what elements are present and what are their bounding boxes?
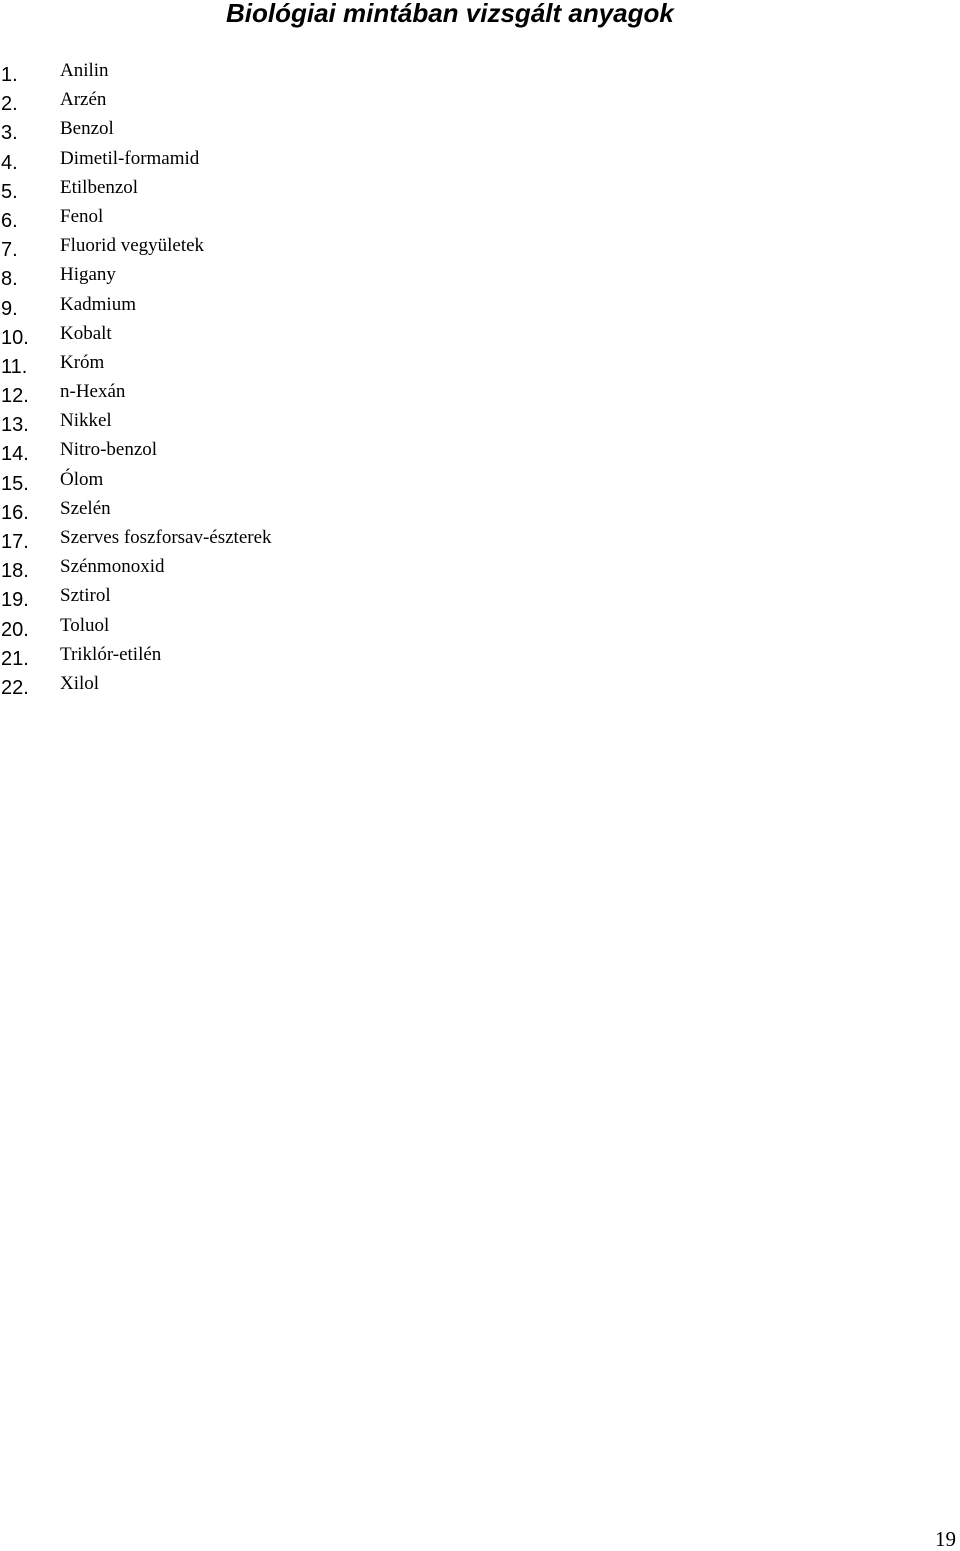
list-item [0, 262, 400, 291]
item-name: Króm [60, 351, 105, 373]
item-number: 8. [1, 268, 18, 291]
item-number: 15. [1, 472, 29, 495]
page-title: Biológiai mintában vizsgált anyagok [226, 0, 674, 28]
item-number: 4. [1, 151, 18, 174]
item-name: Szelén [60, 497, 111, 519]
item-number: 1. [1, 64, 18, 86]
item-name: Triklór-etilén [60, 643, 162, 665]
list-item [0, 350, 400, 379]
item-name: Kadmium [60, 293, 136, 315]
item-name: Nitro-benzol [60, 439, 158, 461]
item-number: 14. [1, 443, 29, 466]
item-name: Anilin [60, 60, 109, 81]
item-number: 7. [1, 239, 18, 262]
item-number: 10. [1, 326, 29, 349]
item-number: 9. [1, 297, 18, 320]
item-name: n-Hexán [60, 381, 126, 403]
item-name: Szénmonoxid [60, 556, 165, 578]
item-number: 5. [1, 180, 18, 203]
list-item [0, 87, 400, 116]
item-number: 22. [1, 676, 29, 699]
item-name: Sztirol [60, 585, 111, 607]
item-name: Etilbenzol [60, 176, 139, 198]
list-item [0, 408, 400, 437]
item-name: Toluol [60, 614, 110, 636]
list-item [0, 525, 400, 554]
list-item [0, 554, 400, 583]
list-item [0, 379, 400, 408]
list-item [0, 116, 400, 145]
list-item [0, 613, 400, 642]
item-name: Ólom [60, 468, 104, 490]
item-name: Arzén [60, 89, 107, 111]
list-item [0, 321, 400, 350]
substance-list [0, 58, 400, 700]
list-item [0, 496, 400, 525]
item-name: Fluorid vegyületek [60, 235, 205, 257]
item-number: 3. [1, 122, 18, 145]
item-number: 6. [1, 209, 18, 232]
list-item [0, 233, 400, 262]
list-item [0, 175, 400, 204]
item-name: Nikkel [60, 410, 112, 432]
list-item [0, 292, 400, 321]
list-item [0, 583, 400, 612]
list-item [0, 204, 400, 233]
list-item [0, 467, 400, 496]
item-number: 18. [1, 560, 29, 583]
item-number: 11. [1, 355, 28, 378]
item-number: 16. [1, 501, 29, 524]
item-name: Xilol [60, 672, 100, 694]
list-item [0, 146, 400, 175]
item-number: 20. [1, 618, 29, 641]
item-name: Szerves foszforsav-észterek [60, 527, 272, 548]
item-number: 13. [1, 414, 29, 437]
page-number: 19 [935, 1527, 956, 1551]
item-name: Kobalt [60, 322, 112, 344]
list-item [0, 642, 400, 671]
item-number: 17. [1, 531, 29, 553]
item-name: Higany [60, 264, 116, 286]
list-item [0, 58, 400, 87]
list-item [0, 437, 400, 466]
item-name: Dimetil-formamid [60, 147, 200, 169]
item-number: 19. [1, 589, 29, 612]
item-name: Fenol [60, 205, 104, 227]
item-name: Benzol [60, 118, 114, 140]
item-number: 21. [1, 647, 29, 670]
list-item [0, 671, 400, 700]
item-number: 12. [1, 385, 29, 408]
item-number: 2. [1, 93, 18, 116]
